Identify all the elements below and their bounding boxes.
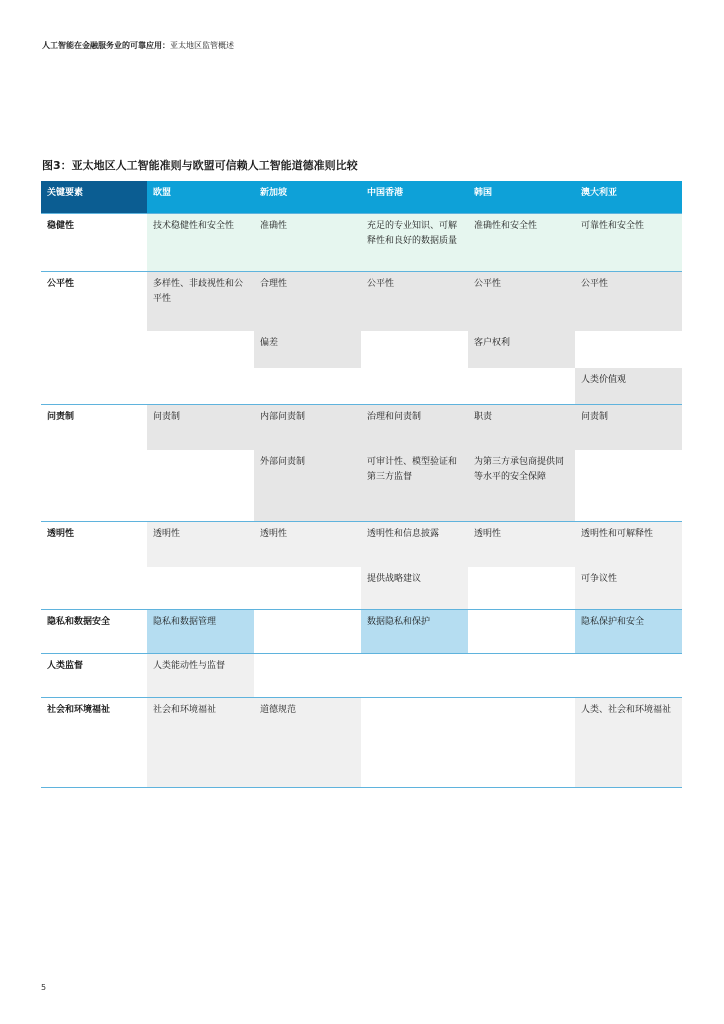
row-key xyxy=(41,331,147,368)
table-cell: 客户权利 xyxy=(468,331,575,368)
table-cell: 透明性 xyxy=(468,522,575,567)
table-cell xyxy=(361,331,468,368)
column-header: 欧盟 xyxy=(147,181,254,214)
table-header-row xyxy=(41,181,682,214)
row-key: 公平性 xyxy=(41,272,147,331)
table-cell xyxy=(254,567,361,610)
header-bold: 人工智能在金融服务业的可靠应用： xyxy=(42,41,170,50)
table-cell: 偏差 xyxy=(254,331,361,368)
table-cell: 人类能动性与监督 xyxy=(147,654,254,698)
table-cell xyxy=(254,654,361,698)
table-row xyxy=(41,368,682,405)
table-cell: 内部问责制 xyxy=(254,405,361,450)
table-cell: 职责 xyxy=(468,405,575,450)
table-cell: 公平性 xyxy=(575,272,682,331)
table-cell xyxy=(468,698,575,788)
table-row xyxy=(41,405,682,450)
comparison-table xyxy=(41,181,682,788)
table-cell: 可审计性、模型验证和第三方监督 xyxy=(361,450,468,522)
column-header: 中国香港 xyxy=(361,181,468,214)
table-cell: 提供战略建议 xyxy=(361,567,468,610)
table-cell: 问责制 xyxy=(147,405,254,450)
table-cell: 隐私保护和安全 xyxy=(575,610,682,654)
table-cell: 可争议性 xyxy=(575,567,682,610)
table-cell: 道德规范 xyxy=(254,698,361,788)
row-key: 社会和环境福祉 xyxy=(41,698,147,788)
table-row xyxy=(41,331,682,368)
table-cell: 准确性 xyxy=(254,214,361,272)
table-cell xyxy=(468,654,575,698)
header-rest: 亚太地区监管概述 xyxy=(170,41,234,50)
table-row xyxy=(41,698,682,788)
table-cell: 治理和问责制 xyxy=(361,405,468,450)
table-row xyxy=(41,272,682,331)
table-cell xyxy=(575,450,682,522)
running-header xyxy=(42,40,234,51)
figure-title: 图3：亚太地区人工智能准则与欧盟可信赖人工智能道德准则比较 xyxy=(42,159,358,172)
column-header: 韩国 xyxy=(468,181,575,214)
table-cell: 透明性 xyxy=(254,522,361,567)
table-row xyxy=(41,214,682,272)
page-number: 5 xyxy=(41,983,47,992)
table-cell xyxy=(147,567,254,610)
row-key xyxy=(41,450,147,522)
table-cell: 充足的专业知识、可解释性和良好的数据质量 xyxy=(361,214,468,272)
table-cell: 多样性、非歧视性和公平性 xyxy=(147,272,254,331)
table-cell: 隐私和数据管理 xyxy=(147,610,254,654)
row-key: 问责制 xyxy=(41,405,147,450)
table-cell xyxy=(468,368,575,405)
table-row xyxy=(41,450,682,522)
table-cell xyxy=(361,368,468,405)
table-cell xyxy=(575,331,682,368)
table-row xyxy=(41,522,682,567)
table-cell: 技术稳健性和安全性 xyxy=(147,214,254,272)
table-cell: 公平性 xyxy=(468,272,575,331)
table-cell xyxy=(147,331,254,368)
table-cell xyxy=(361,698,468,788)
table-cell: 透明性和信息披露 xyxy=(361,522,468,567)
row-key xyxy=(41,368,147,405)
table-row xyxy=(41,567,682,610)
table-cell xyxy=(254,610,361,654)
table-cell xyxy=(468,567,575,610)
table-cell: 透明性 xyxy=(147,522,254,567)
column-header: 澳大利亚 xyxy=(575,181,682,214)
column-header: 关键要素 xyxy=(41,181,147,214)
table-cell xyxy=(254,368,361,405)
column-header: 新加坡 xyxy=(254,181,361,214)
table-cell: 透明性和可解释性 xyxy=(575,522,682,567)
row-key: 透明性 xyxy=(41,522,147,567)
table-cell: 可靠性和安全性 xyxy=(575,214,682,272)
table-cell: 合理性 xyxy=(254,272,361,331)
row-key: 人类监督 xyxy=(41,654,147,698)
table-cell xyxy=(361,654,468,698)
table-cell xyxy=(147,368,254,405)
table-cell xyxy=(575,654,682,698)
table-cell: 为第三方承包商提供同等水平的安全保障 xyxy=(468,450,575,522)
table-cell: 人类、社会和环境福祉 xyxy=(575,698,682,788)
table-cell: 准确性和安全性 xyxy=(468,214,575,272)
row-key: 稳健性 xyxy=(41,214,147,272)
table-row xyxy=(41,610,682,654)
table-row xyxy=(41,654,682,698)
table-cell: 公平性 xyxy=(361,272,468,331)
table-cell xyxy=(147,450,254,522)
table-cell: 社会和环境福祉 xyxy=(147,698,254,788)
table-cell: 外部问责制 xyxy=(254,450,361,522)
table-cell: 人类价值观 xyxy=(575,368,682,405)
row-key: 隐私和数据安全 xyxy=(41,610,147,654)
table-cell xyxy=(468,610,575,654)
table-cell: 数据隐私和保护 xyxy=(361,610,468,654)
table-cell: 问责制 xyxy=(575,405,682,450)
row-key xyxy=(41,567,147,610)
